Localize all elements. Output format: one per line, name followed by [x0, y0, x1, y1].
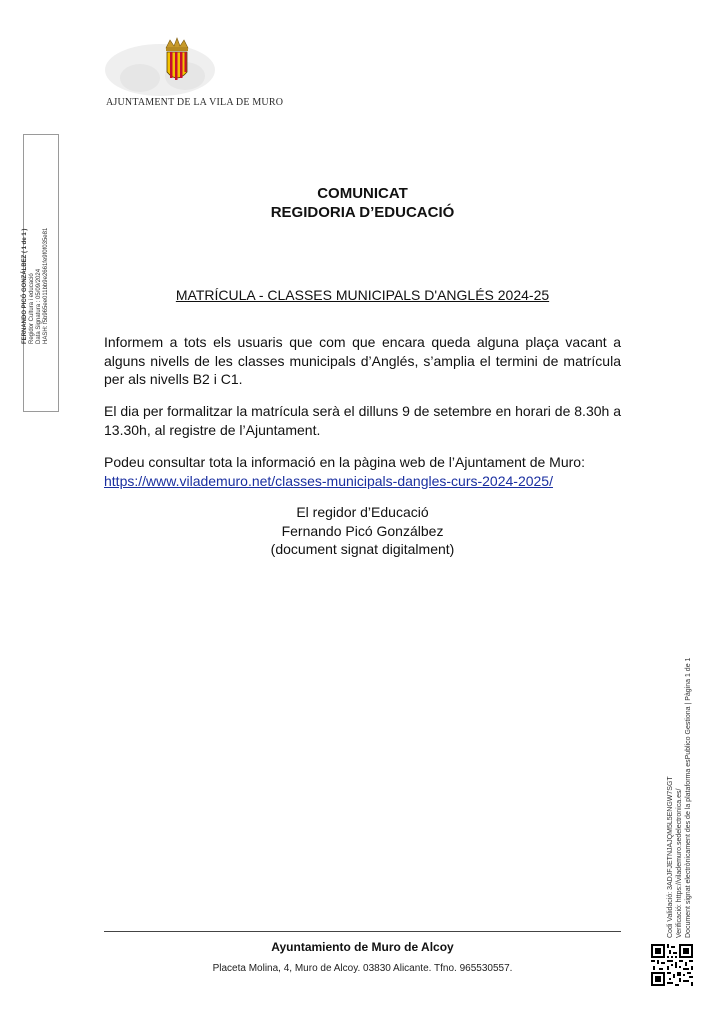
signature-note: (document signat digitalment)	[270, 541, 455, 557]
info-link[interactable]: https://www.vilademuro.net/classes-municipals-dangles-curs-2024-2025/	[104, 472, 553, 489]
document-title: COMUNICAT	[317, 185, 408, 202]
stamp-signer: FERNANDO PICÓ GONZÁLBEZ ( 1 de 1 )	[22, 228, 28, 344]
footer-divider	[104, 931, 621, 932]
qr-code-icon[interactable]	[651, 944, 693, 986]
paragraph-3	[104, 453, 621, 490]
footer-address: Placeta Molina, 4, Muro de Alcoy. 03830 Alicante. Tfno. 965530557.	[212, 963, 513, 974]
signature-stamp-text	[22, 228, 50, 344]
verification-url: Verificació: https://vilademuro.sedelectronica.es/	[676, 788, 683, 938]
paragraph-2: El dia per formalitzar la matrícula serà el dilluns 9 de setembre en horari de 8.30h a 13.30h, al registre de l’Ajuntament.	[104, 403, 621, 438]
document-subject: MATRÍCULA - CLASSES MUNICIPALS D'ANGLÉS 2024-25	[175, 287, 550, 303]
verification-note: Document signat electrònicament des de la plataforma esPublico Gestiona | Pàgina 1 de 1	[685, 657, 692, 938]
stamp-role: Regidor Cultura i educació	[29, 273, 35, 344]
stamp-hash: HASH: f5b965ee011bb9e2661fe9f0f035e81	[43, 227, 49, 344]
org-name: AJUNTAMENT DE LA VILA DE MURO	[106, 97, 284, 108]
footer-title: Ayuntamiento de Muro de Alcoy	[271, 940, 454, 954]
verification-text	[666, 658, 693, 938]
paragraph-3-text: Podeu consultar tota la informació en la pàgina web de l’Ajuntament de Muro:	[104, 454, 585, 470]
stamp-date: Data Signatura : 05/09/2024	[36, 268, 42, 344]
signature-role: El regidor d’Educació	[296, 504, 429, 520]
verification-code: Codi Validació: 3ADJFJETNJAJQM5L5ENGW7SGT	[667, 776, 674, 938]
document-subtitle: REGIDORIA D’EDUCACIÓ	[270, 204, 455, 221]
signature-block	[0, 503, 725, 559]
coat-of-arms-icon	[100, 30, 280, 100]
signature-name: Fernando Picó Gonzálbez	[281, 522, 444, 539]
paragraph-1: Informem a tots els usuaris que com que encara queda alguna plaça vacant a alguns nivells de les classes municipals d’Anglés, s’amplia el termini de matrícula per als nivells B2 i C1.	[104, 334, 621, 387]
